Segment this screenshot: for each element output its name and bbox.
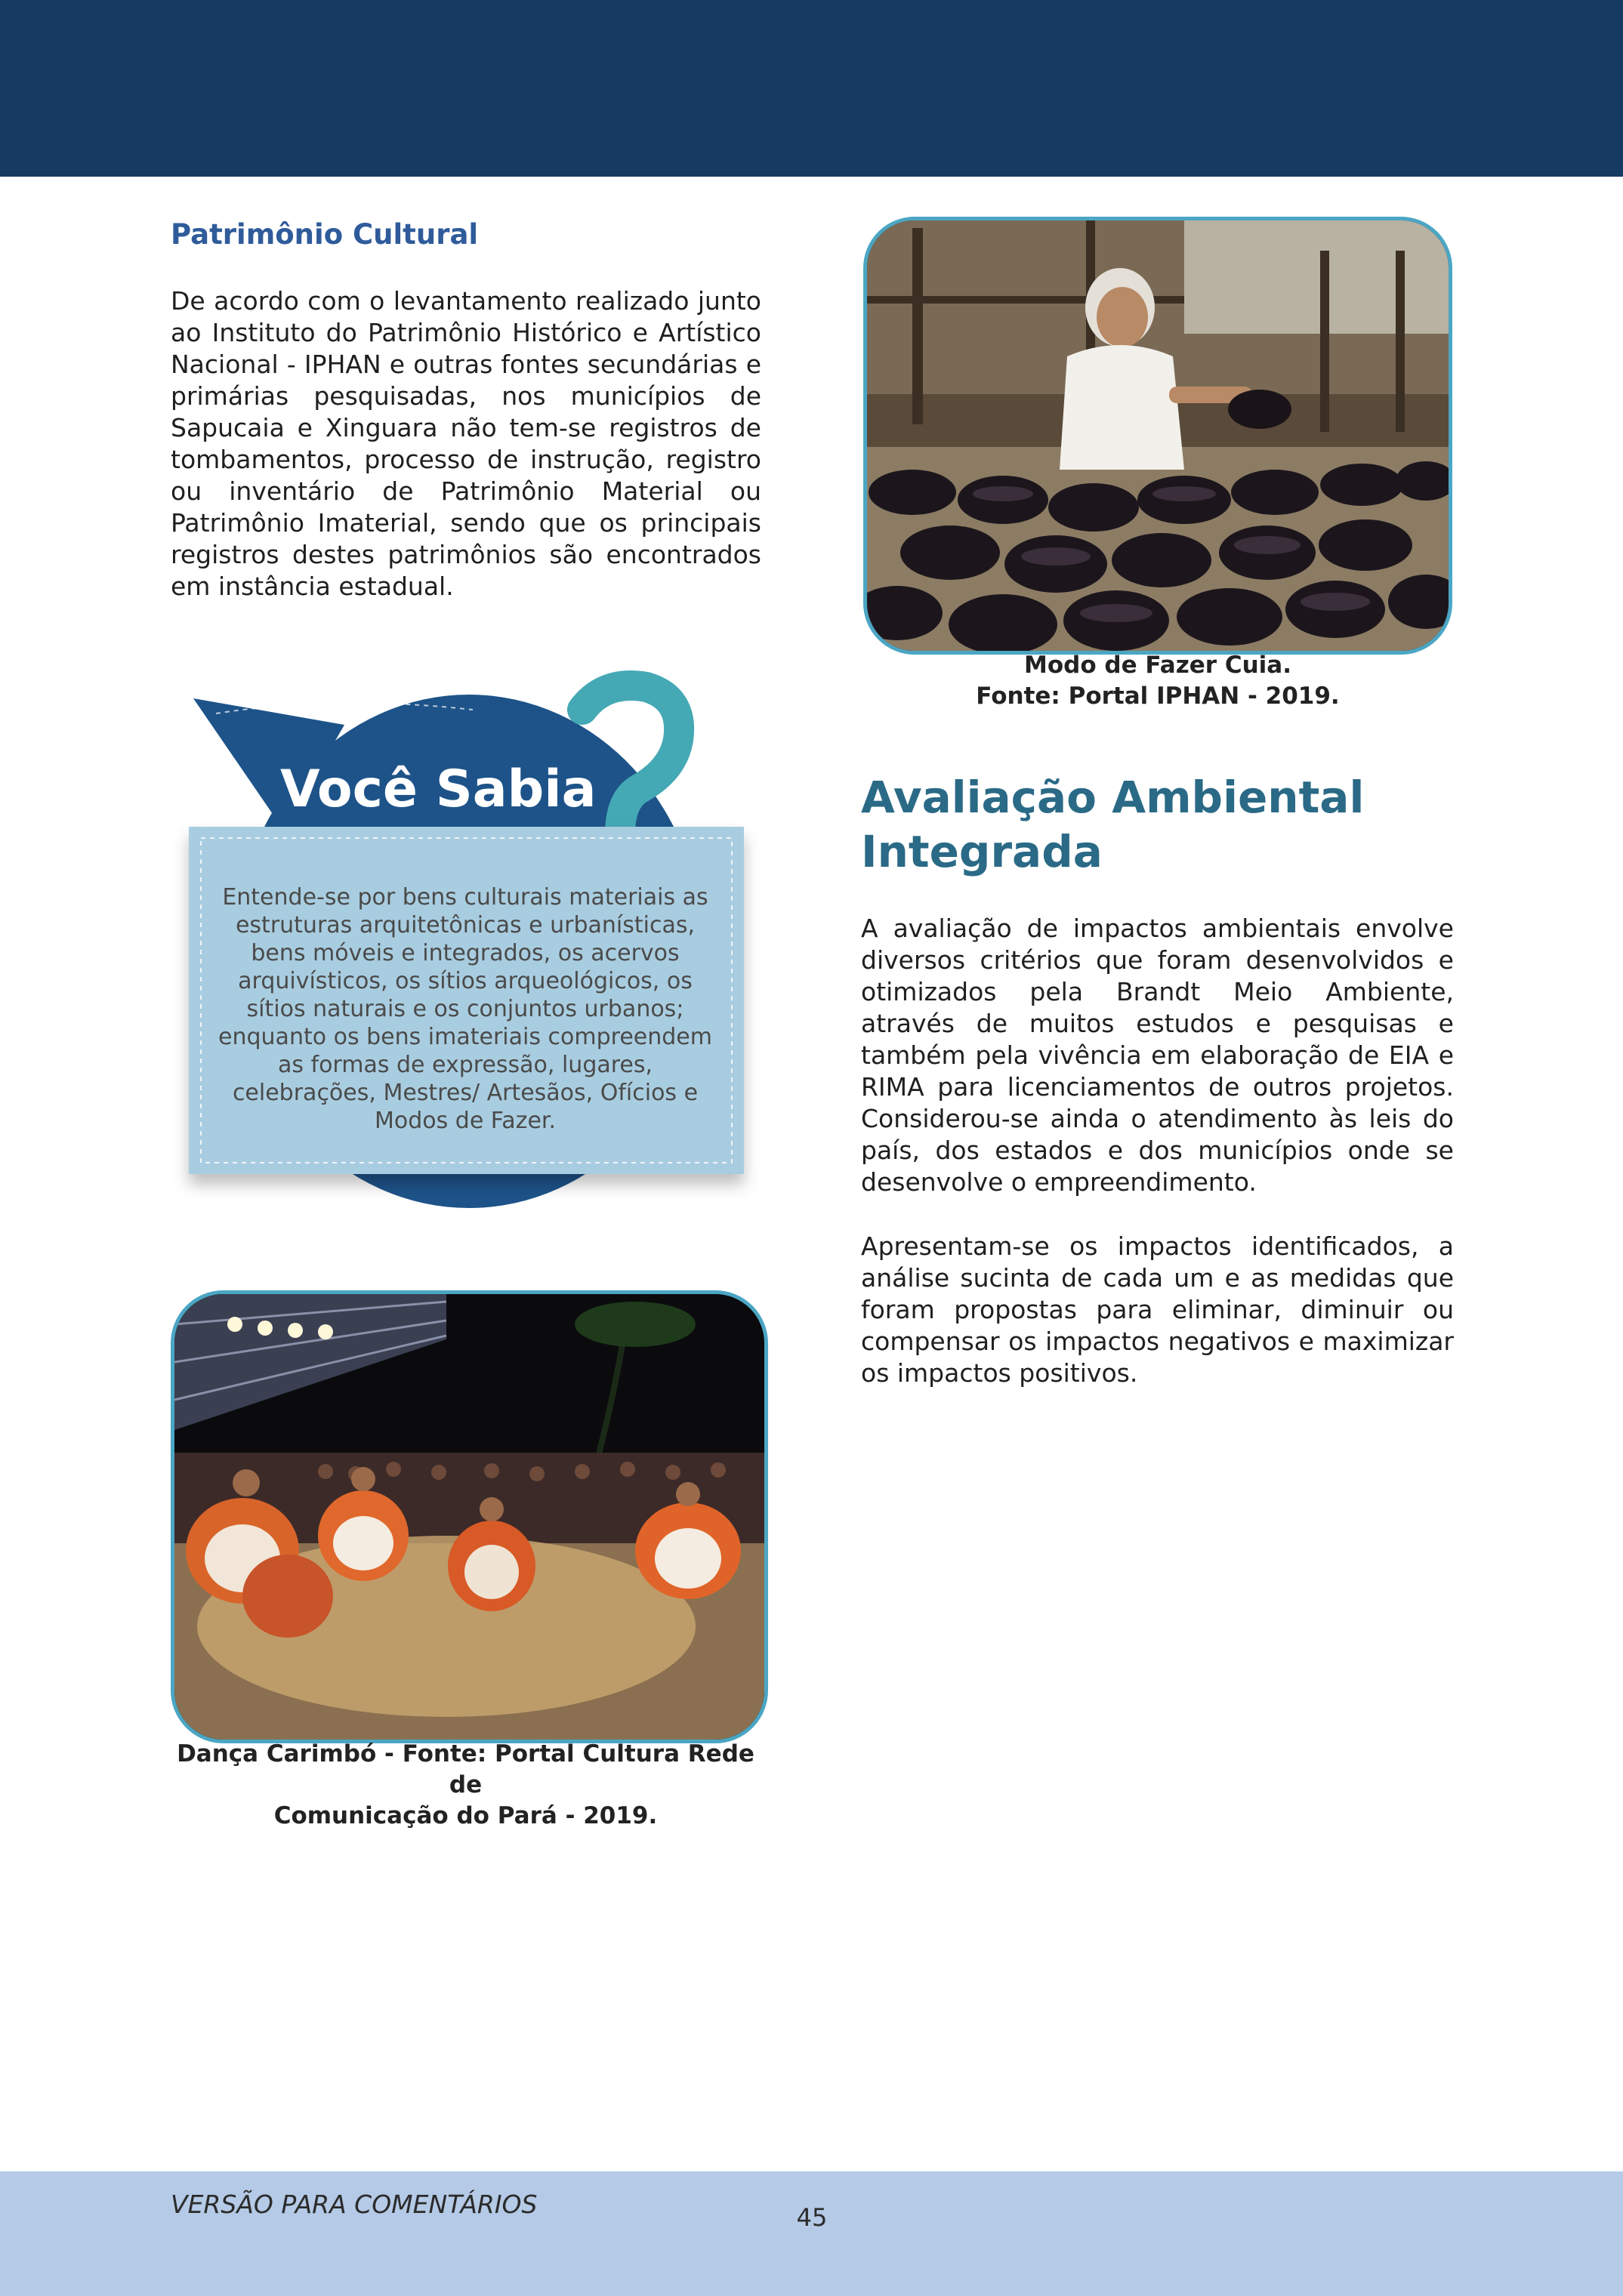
callout-title: Você Sabia bbox=[280, 760, 597, 819]
assessment-paragraph-2: Apresentam-se os impactos identificados, a análise sucinta de cada um e as medidas que foram propostas para eliminar, diminuir ou compensar os impactos negativos e maximizar os impactos positivos. bbox=[861, 1231, 1454, 1388]
footer-version-note: VERSÃO PARA COMENTÁRIOS bbox=[171, 2190, 538, 2219]
cuia-caption-source: Fonte: Portal IPHAN - 2019. bbox=[976, 683, 1340, 710]
assessment-paragraph-1: A avaliação de impactos ambientais envolve diversos critérios que foram desenvolvidos e otimizados pela Brandt Meio Ambiente, através de muitos estudos e pesquisas e também pela vivência em elaboração de EIA e RIMA para licenciamentos de outros projetos. Considerou-se ainda o atendimento às leis do país, dos estados e dos municípios onde se desenvolve o empreendimento. bbox=[861, 914, 1454, 1197]
carimbo-caption bbox=[171, 1739, 761, 1832]
cuia-caption bbox=[863, 650, 1452, 712]
cuia-illustration bbox=[867, 220, 1449, 651]
cuia-photo bbox=[863, 217, 1452, 655]
callout-body: Entende-se por bens culturais materiais as estruturas arquitetônicas e urbanísticas, bens móveis e integrados, os acervos arquivísticos, os sítios arqueológicos, os sítios naturais e os conjuntos urbanos; enquanto os bens imateriais compreendem as formas de expressão, lugares, celebrações, Mestres/ Artesãos, Ofícios e Modos de Fazer. bbox=[218, 884, 712, 1134]
assessment-heading-line1: Avaliação Ambiental bbox=[861, 772, 1365, 823]
header-band bbox=[0, 0, 1623, 177]
assessment-heading-line2: Integrada bbox=[861, 826, 1103, 877]
heritage-paragraph: De acordo com o levantamento realizado junto ao Instituto do Patrimônio Histórico e Artístico Nacional - IPHAN e outras fontes secundárias e primárias pesquisadas, nos municípios de Sapucaia e Xinguara não tem-se registros de tombamentos, processo de instrução, registro ou inventário de Patrimônio Material ou Patrimônio Imaterial, sendo que os principais registros destes patrimônios são encontrados em instância estadual. bbox=[171, 286, 761, 601]
carimbo-caption-line2: Comunicação do Pará - 2019. bbox=[273, 1802, 658, 1829]
carimbo-illustration bbox=[174, 1294, 764, 1740]
cuia-caption-line1: Modo de Fazer Cuia. bbox=[1023, 652, 1291, 679]
assessment-heading bbox=[861, 770, 1465, 879]
voce-sabia-callout bbox=[171, 664, 767, 1238]
page-number: 45 bbox=[796, 2203, 828, 2232]
section-title: Patrimônio Cultural bbox=[171, 218, 479, 251]
carimbo-photo bbox=[171, 1290, 768, 1743]
carimbo-caption-line1: Dança Carimbó - Fonte: Portal Cultura Rede de bbox=[177, 1740, 754, 1798]
